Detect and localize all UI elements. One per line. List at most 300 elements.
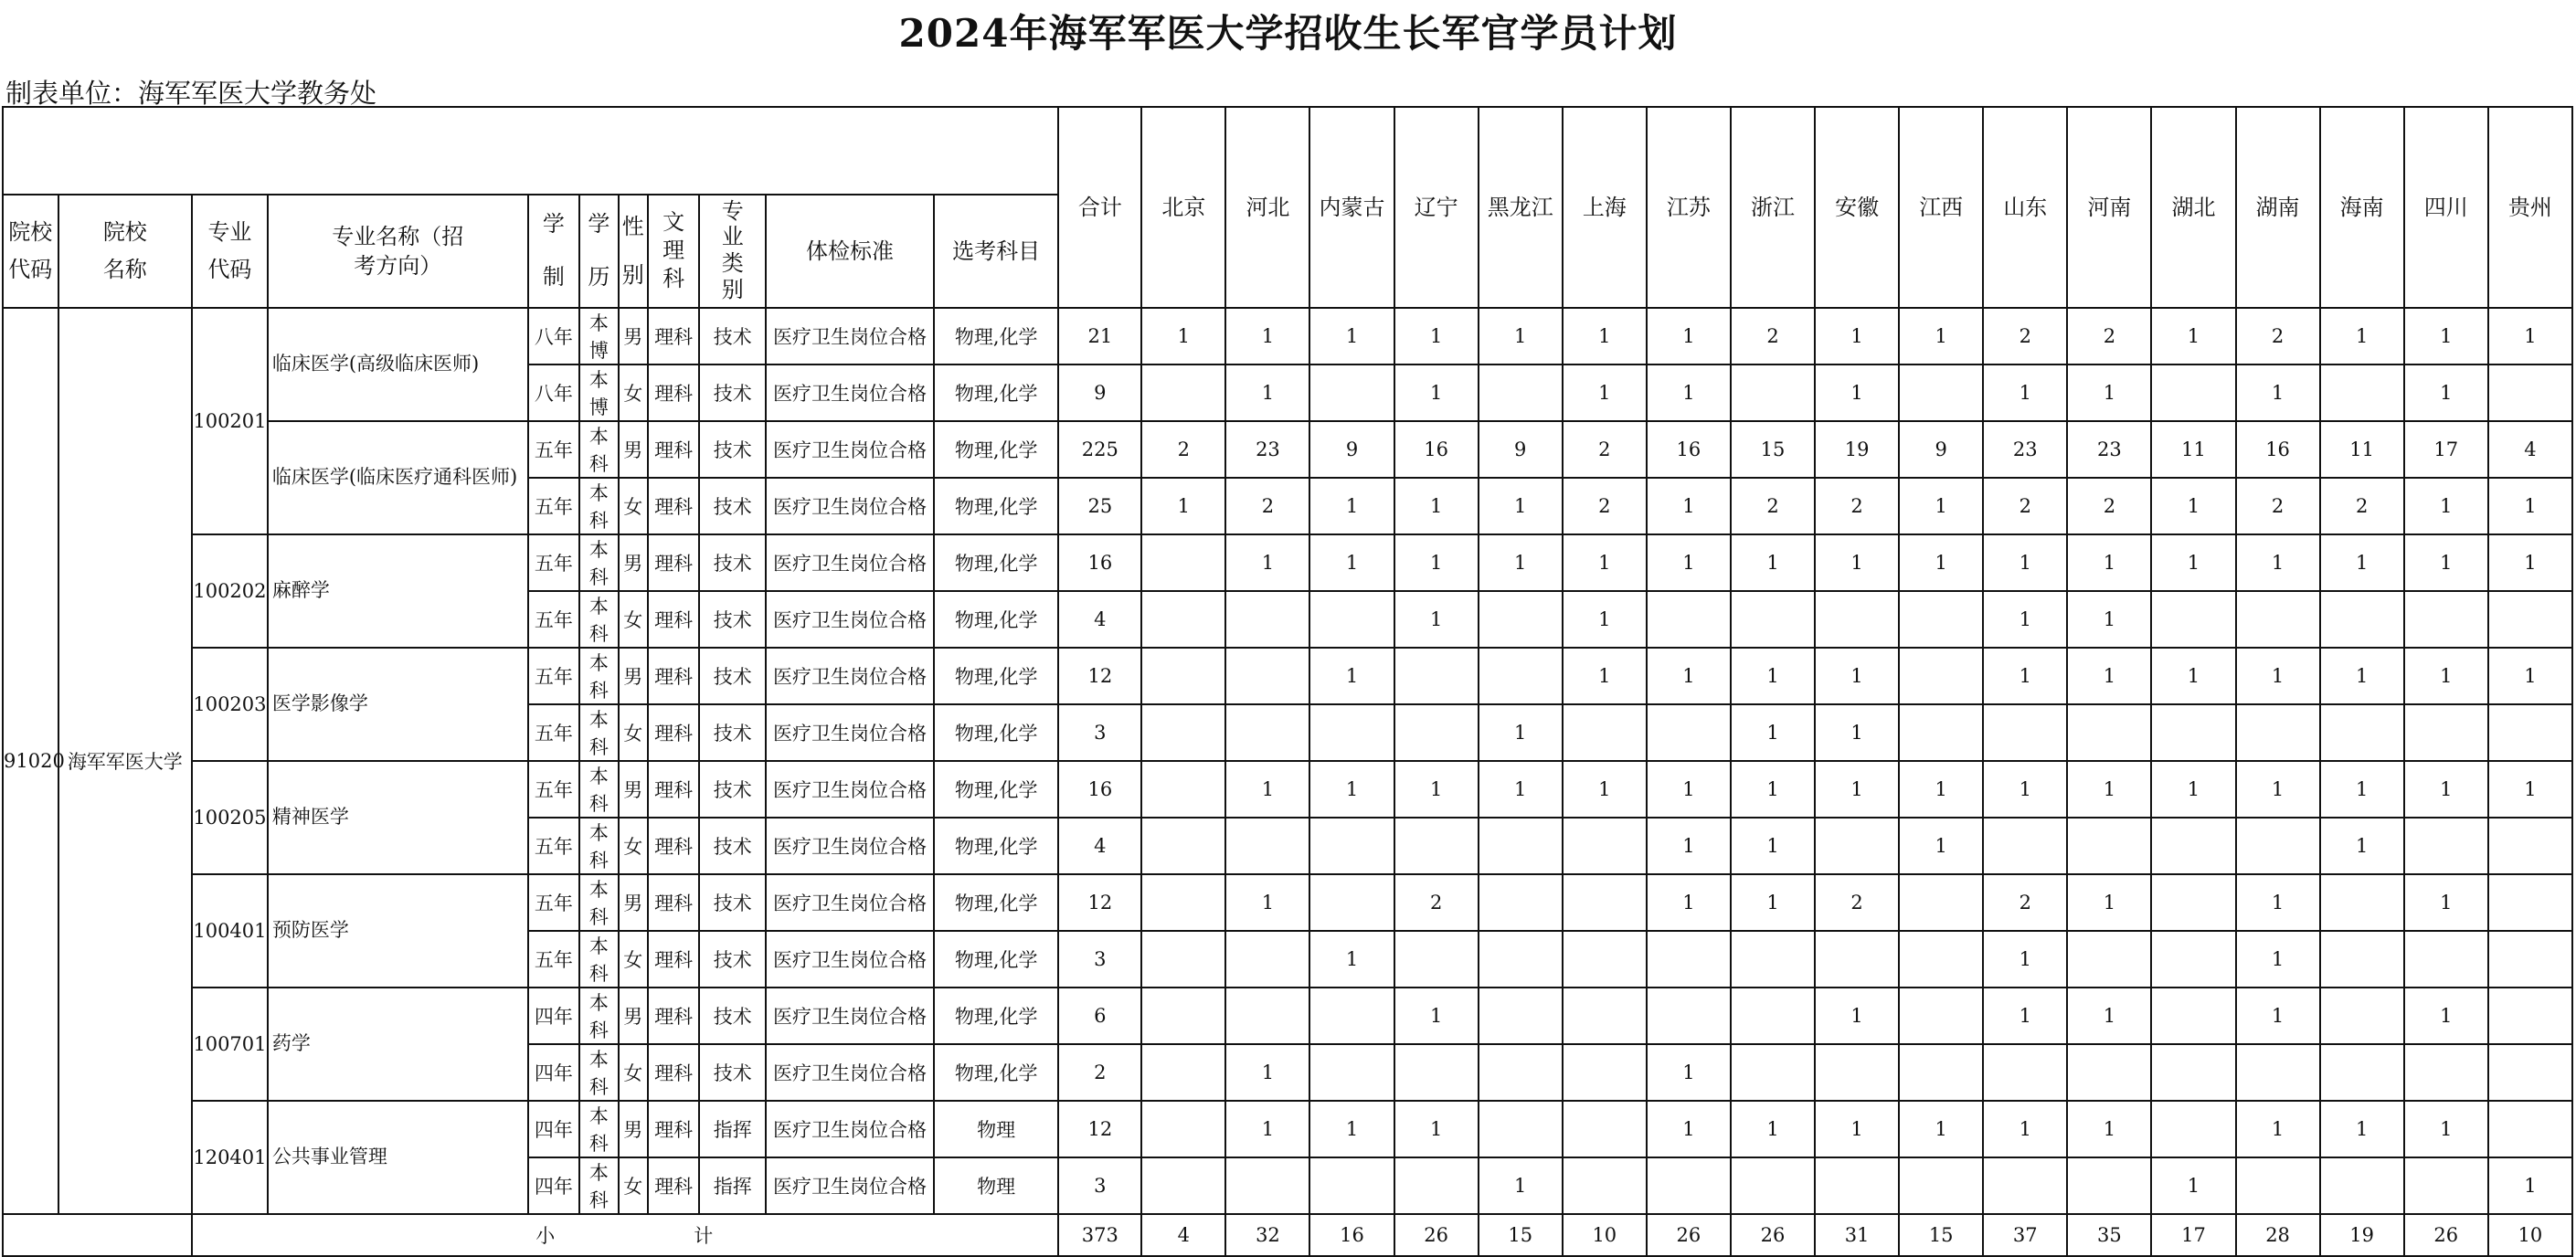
province-count-cell (2404, 818, 2488, 874)
province-count-cell: 1 (1309, 761, 1394, 818)
province-count-cell (2320, 704, 2404, 761)
subject-cell: 理科 (648, 1101, 700, 1157)
subject-cell: 理科 (648, 421, 700, 478)
province-count-cell (2320, 591, 2404, 648)
table-row (3, 1101, 2572, 1157)
degree-cell: 本科 (579, 1044, 618, 1101)
province-count-cell (1647, 988, 1731, 1044)
province-count-cell (1141, 364, 1225, 421)
major-code-cell: 100205 (192, 761, 268, 874)
province-count-cell (1479, 364, 1563, 421)
exam-cell: 物理,化学 (934, 648, 1058, 704)
header-total: 合计 (1058, 107, 1141, 308)
health-cell: 医疗卫生岗位合格 (766, 308, 934, 364)
enrollment-plan-table (2, 106, 2573, 1257)
province-count-cell (1731, 988, 1815, 1044)
header-province: 内蒙古 (1309, 107, 1394, 308)
header-province: 河南 (2067, 107, 2151, 308)
province-count-cell: 1 (1983, 534, 2067, 591)
length-cell: 五年 (528, 648, 580, 704)
province-count-cell (2404, 931, 2488, 988)
province-count-cell (1983, 1157, 2067, 1214)
province-count-cell (2320, 364, 2404, 421)
province-count-cell: 1 (1225, 308, 1309, 364)
table-row (3, 648, 2572, 704)
province-count-cell: 2 (2320, 478, 2404, 534)
province-count-cell: 1 (1983, 931, 2067, 988)
health-cell: 医疗卫生岗位合格 (766, 534, 934, 591)
province-count-cell (1141, 648, 1225, 704)
header-province: 河北 (1225, 107, 1309, 308)
table-row (3, 308, 2572, 364)
province-count-cell (1563, 931, 1647, 988)
gender-cell: 男 (619, 874, 648, 931)
province-count-cell: 1 (2488, 761, 2572, 818)
province-count-cell: 1 (1394, 478, 1479, 534)
type-cell: 技术 (699, 421, 766, 478)
province-count-cell: 1 (1394, 988, 1479, 1044)
province-count-cell (1731, 1044, 1815, 1101)
province-count-cell: 1 (1647, 648, 1731, 704)
header-blank-cell (3, 107, 1058, 195)
province-count-cell: 23 (1983, 421, 2067, 478)
length-cell: 四年 (528, 1044, 580, 1101)
province-count-cell: 9 (1309, 421, 1394, 478)
subtotal-count: 26 (1394, 1214, 1479, 1256)
province-count-cell: 11 (2151, 421, 2235, 478)
province-count-cell: 2 (1983, 308, 2067, 364)
province-count-cell: 2 (2067, 308, 2151, 364)
page-title: 2024年海军军医大学招收生长军官学员计划 (898, 11, 1678, 56)
length-cell: 五年 (528, 478, 580, 534)
health-cell: 医疗卫生岗位合格 (766, 421, 934, 478)
province-count-cell: 1 (1815, 1101, 1899, 1157)
subject-cell: 理科 (648, 874, 700, 931)
header-major-code: 专业代码 (192, 195, 268, 308)
subject-cell: 理科 (648, 591, 700, 648)
header-province: 湖南 (2236, 107, 2320, 308)
province-count-cell: 1 (2151, 478, 2235, 534)
province-count-cell (1225, 988, 1309, 1044)
province-count-cell: 1 (2404, 478, 2488, 534)
province-count-cell (1563, 988, 1647, 1044)
type-cell: 指挥 (699, 1157, 766, 1214)
province-count-cell: 1 (1983, 1101, 2067, 1157)
province-count-cell: 1 (1141, 478, 1225, 534)
header-province: 辽宁 (1394, 107, 1479, 308)
province-count-cell: 1 (2151, 308, 2235, 364)
exam-cell: 物理,化学 (934, 1044, 1058, 1101)
province-count-cell: 1 (1479, 478, 1563, 534)
major-name-cell: 临床医学(临床医疗通科医师) (268, 421, 528, 534)
province-count-cell: 1 (1731, 704, 1815, 761)
province-count-cell (1815, 818, 1899, 874)
gender-cell: 女 (619, 931, 648, 988)
school-name-cell: 海军军医大学 (58, 308, 192, 1214)
health-cell: 医疗卫生岗位合格 (766, 591, 934, 648)
exam-cell: 物理,化学 (934, 591, 1058, 648)
province-count-cell (2151, 818, 2235, 874)
province-count-cell (1479, 874, 1563, 931)
province-count-cell: 1 (1394, 308, 1479, 364)
subject-cell: 理科 (648, 931, 700, 988)
exam-cell: 物理,化学 (934, 364, 1058, 421)
gender-cell: 女 (619, 1044, 648, 1101)
total-cell: 225 (1058, 421, 1141, 478)
province-count-cell: 1 (2404, 364, 2488, 421)
major-code-cell: 100701 (192, 988, 268, 1101)
province-count-cell: 1 (2236, 1101, 2320, 1157)
province-count-cell: 1 (1225, 1101, 1309, 1157)
major-name-cell: 精神医学 (268, 761, 528, 874)
total-cell: 12 (1058, 1101, 1141, 1157)
province-count-cell: 1 (1647, 364, 1731, 421)
province-count-cell (1647, 704, 1731, 761)
province-count-cell (1647, 591, 1731, 648)
province-count-cell: 1 (1815, 648, 1899, 704)
total-cell: 4 (1058, 818, 1141, 874)
degree-cell: 本科 (579, 874, 618, 931)
province-count-cell (2488, 1101, 2572, 1157)
subject-cell: 理科 (648, 1044, 700, 1101)
gender-cell: 男 (619, 1101, 648, 1157)
province-count-cell: 1 (1647, 1044, 1731, 1101)
total-cell: 3 (1058, 704, 1141, 761)
header-province: 北京 (1141, 107, 1225, 308)
province-count-cell (2067, 1157, 2151, 1214)
province-count-cell: 1 (2320, 761, 2404, 818)
province-count-cell (1141, 761, 1225, 818)
province-count-cell (2151, 1044, 2235, 1101)
province-count-cell (1225, 704, 1309, 761)
subject-cell: 理科 (648, 478, 700, 534)
province-count-cell: 1 (1479, 308, 1563, 364)
province-count-cell: 2 (1731, 308, 1815, 364)
province-count-cell: 1 (1563, 534, 1647, 591)
degree-cell: 本博 (579, 308, 618, 364)
province-count-cell (1394, 818, 1479, 874)
total-cell: 9 (1058, 364, 1141, 421)
province-count-cell (1983, 1044, 2067, 1101)
subject-cell: 理科 (648, 988, 700, 1044)
province-count-cell (2151, 1101, 2235, 1157)
province-count-cell (2236, 704, 2320, 761)
gender-cell: 女 (619, 364, 648, 421)
province-count-cell (1309, 988, 1394, 1044)
province-count-cell: 1 (1394, 1101, 1479, 1157)
province-count-cell (1141, 1157, 1225, 1214)
province-count-cell (1225, 648, 1309, 704)
degree-cell: 本科 (579, 591, 618, 648)
province-count-cell: 1 (2320, 648, 2404, 704)
subtotal-count: 28 (2236, 1214, 2320, 1256)
province-count-cell: 1 (1899, 478, 1983, 534)
subtotal-count: 26 (1731, 1214, 1815, 1256)
header-gender: 性别 (619, 195, 648, 308)
province-count-cell (1899, 364, 1983, 421)
province-count-cell (1899, 591, 1983, 648)
province-count-cell (2320, 1157, 2404, 1214)
header-province: 四川 (2404, 107, 2488, 308)
subject-cell: 理科 (648, 1157, 700, 1214)
major-name-cell: 公共事业管理 (268, 1101, 528, 1214)
province-count-cell: 1 (2320, 1101, 2404, 1157)
province-count-cell (1309, 704, 1394, 761)
major-code-cell: 100203 (192, 648, 268, 761)
province-count-cell (1309, 818, 1394, 874)
type-cell: 技术 (699, 931, 766, 988)
province-count-cell: 2 (1731, 478, 1815, 534)
province-count-cell: 1 (1647, 478, 1731, 534)
province-count-cell: 1 (1563, 308, 1647, 364)
province-count-cell: 1 (2488, 308, 2572, 364)
subtotal-count: 26 (1647, 1214, 1731, 1256)
province-count-cell (1225, 931, 1309, 988)
province-count-cell: 1 (1647, 308, 1731, 364)
header-subject: 文理科 (648, 195, 700, 308)
province-count-cell (2151, 364, 2235, 421)
province-count-cell (1225, 818, 1309, 874)
total-cell: 6 (1058, 988, 1141, 1044)
subtotal-count: 17 (2151, 1214, 2235, 1256)
subtotal-count: 15 (1899, 1214, 1983, 1256)
major-name-cell: 麻醉学 (268, 534, 528, 648)
subject-cell: 理科 (648, 818, 700, 874)
province-count-cell (1563, 818, 1647, 874)
province-count-cell (2236, 591, 2320, 648)
province-count-cell (1394, 648, 1479, 704)
province-count-cell (2320, 931, 2404, 988)
province-count-cell: 1 (1309, 1101, 1394, 1157)
exam-cell: 物理,化学 (934, 931, 1058, 988)
province-count-cell: 1 (2404, 534, 2488, 591)
province-count-cell: 2 (1983, 874, 2067, 931)
header-health: 体检标准 (766, 195, 934, 308)
header-type: 专业类别 (699, 195, 766, 308)
province-count-cell (2320, 874, 2404, 931)
header-top-row (3, 107, 2572, 195)
header-province: 安徽 (1815, 107, 1899, 308)
province-count-cell (1563, 1044, 1647, 1101)
exam-cell: 物理 (934, 1101, 1058, 1157)
province-count-cell: 2 (1815, 478, 1899, 534)
province-count-cell (1563, 1157, 1647, 1214)
gender-cell: 女 (619, 818, 648, 874)
province-count-cell: 1 (1225, 1044, 1309, 1101)
province-count-cell: 1 (2404, 308, 2488, 364)
province-count-cell (1309, 1157, 1394, 1214)
gender-cell: 男 (619, 421, 648, 478)
health-cell: 医疗卫生岗位合格 (766, 988, 934, 1044)
length-cell: 五年 (528, 874, 580, 931)
subtotal-total: 373 (1058, 1214, 1141, 1256)
gender-cell: 男 (619, 308, 648, 364)
gender-cell: 女 (619, 704, 648, 761)
province-count-cell (1563, 874, 1647, 931)
school-code-cell: 91020 (3, 308, 58, 1214)
subtotal-row (3, 1214, 2572, 1256)
header-province: 浙江 (1731, 107, 1815, 308)
length-cell: 五年 (528, 704, 580, 761)
province-count-cell (2488, 1044, 2572, 1101)
total-cell: 16 (1058, 534, 1141, 591)
degree-cell: 本博 (579, 364, 618, 421)
province-count-cell: 1 (1899, 1101, 1983, 1157)
exam-cell: 物理,化学 (934, 761, 1058, 818)
degree-cell: 本科 (579, 704, 618, 761)
province-count-cell: 1 (1983, 988, 2067, 1044)
length-cell: 八年 (528, 364, 580, 421)
province-count-cell (1815, 931, 1899, 988)
major-code-cell: 120401 (192, 1101, 268, 1214)
province-count-cell: 1 (1479, 1157, 1563, 1214)
province-count-cell (1141, 704, 1225, 761)
type-cell: 技术 (699, 818, 766, 874)
exam-cell: 物理,化学 (934, 421, 1058, 478)
province-count-cell (1647, 1157, 1731, 1214)
subtotal-count: 35 (2067, 1214, 2151, 1256)
type-cell: 技术 (699, 478, 766, 534)
province-count-cell: 1 (1225, 364, 1309, 421)
subtotal-count: 10 (1563, 1214, 1647, 1256)
province-count-cell (1141, 931, 1225, 988)
health-cell: 医疗卫生岗位合格 (766, 818, 934, 874)
province-count-cell: 1 (2236, 648, 2320, 704)
gender-cell: 男 (619, 648, 648, 704)
province-count-cell (2404, 1157, 2488, 1214)
length-cell: 五年 (528, 421, 580, 478)
province-count-cell (1479, 1101, 1563, 1157)
degree-cell: 本科 (579, 988, 618, 1044)
length-cell: 五年 (528, 818, 580, 874)
table-row (3, 874, 2572, 931)
header-school-name: 院校名称 (58, 195, 192, 308)
total-cell: 2 (1058, 1044, 1141, 1101)
province-count-cell: 9 (1899, 421, 1983, 478)
total-cell: 3 (1058, 931, 1141, 988)
major-code-cell: 100401 (192, 874, 268, 988)
province-count-cell (1141, 818, 1225, 874)
province-count-cell: 1 (2404, 761, 2488, 818)
province-count-cell (2404, 591, 2488, 648)
province-count-cell (2320, 1044, 2404, 1101)
degree-cell: 本科 (579, 931, 618, 988)
type-cell: 技术 (699, 988, 766, 1044)
subtotal-count: 32 (1225, 1214, 1309, 1256)
subject-cell: 理科 (648, 308, 700, 364)
header-province: 上海 (1563, 107, 1647, 308)
province-count-cell: 1 (2067, 648, 2151, 704)
table-row (3, 421, 2572, 478)
exam-cell: 物理,化学 (934, 308, 1058, 364)
header-province: 贵州 (2488, 107, 2572, 308)
type-cell: 技术 (699, 874, 766, 931)
subtotal-count: 15 (1479, 1214, 1563, 1256)
province-count-cell (1479, 1044, 1563, 1101)
province-count-cell: 1 (1899, 534, 1983, 591)
health-cell: 医疗卫生岗位合格 (766, 478, 934, 534)
province-count-cell (1899, 931, 1983, 988)
province-count-cell: 1 (1647, 874, 1731, 931)
province-count-cell: 1 (1563, 761, 1647, 818)
province-count-cell (2320, 988, 2404, 1044)
province-count-cell: 1 (2488, 534, 2572, 591)
subtotal-count: 10 (2488, 1214, 2572, 1256)
major-name-cell: 药学 (268, 988, 528, 1101)
type-cell: 技术 (699, 648, 766, 704)
province-count-cell: 1 (1647, 534, 1731, 591)
province-count-cell (1731, 931, 1815, 988)
header-province: 海南 (2320, 107, 2404, 308)
total-cell: 3 (1058, 1157, 1141, 1214)
province-count-cell: 1 (2404, 874, 2488, 931)
province-count-cell (2404, 1044, 2488, 1101)
province-count-cell (1141, 988, 1225, 1044)
header-exam: 选考科目 (934, 195, 1058, 308)
province-count-cell: 1 (2320, 534, 2404, 591)
province-count-cell (1479, 818, 1563, 874)
type-cell: 技术 (699, 364, 766, 421)
province-count-cell: 1 (1141, 308, 1225, 364)
table-row (3, 534, 2572, 591)
province-count-cell (2488, 704, 2572, 761)
province-count-cell (2488, 988, 2572, 1044)
type-cell: 指挥 (699, 1101, 766, 1157)
province-count-cell: 1 (1225, 761, 1309, 818)
province-count-cell (2067, 704, 2151, 761)
gender-cell: 女 (619, 1157, 648, 1214)
province-count-cell: 1 (1563, 591, 1647, 648)
province-count-cell: 1 (1815, 364, 1899, 421)
province-count-cell: 1 (1647, 818, 1731, 874)
gender-cell: 女 (619, 478, 648, 534)
length-cell: 四年 (528, 988, 580, 1044)
province-count-cell: 1 (1731, 1101, 1815, 1157)
health-cell: 医疗卫生岗位合格 (766, 931, 934, 988)
type-cell: 技术 (699, 534, 766, 591)
gender-cell: 男 (619, 534, 648, 591)
gender-cell: 男 (619, 988, 648, 1044)
province-count-cell (2404, 704, 2488, 761)
table-body (3, 308, 2572, 1214)
province-count-cell: 1 (2488, 648, 2572, 704)
province-count-cell: 1 (1815, 988, 1899, 1044)
subtotal-count: 31 (1815, 1214, 1899, 1256)
type-cell: 技术 (699, 1044, 766, 1101)
province-count-cell: 1 (2320, 308, 2404, 364)
province-count-cell: 1 (2236, 931, 2320, 988)
province-count-cell: 2 (1563, 478, 1647, 534)
province-count-cell: 1 (1815, 761, 1899, 818)
province-count-cell: 1 (1479, 704, 1563, 761)
province-count-cell (2488, 591, 2572, 648)
exam-cell: 物理,化学 (934, 704, 1058, 761)
province-count-cell (2067, 818, 2151, 874)
province-count-cell (1394, 931, 1479, 988)
province-count-cell: 9 (1479, 421, 1563, 478)
province-count-cell: 17 (2404, 421, 2488, 478)
gender-cell: 男 (619, 761, 648, 818)
province-count-cell (1309, 591, 1394, 648)
subtotal-count: 19 (2320, 1214, 2404, 1256)
province-count-cell: 1 (1731, 534, 1815, 591)
header-school-code: 院校代码 (3, 195, 58, 308)
province-count-cell (1899, 1157, 1983, 1214)
province-count-cell (2151, 931, 2235, 988)
type-cell: 技术 (699, 308, 766, 364)
subject-cell: 理科 (648, 761, 700, 818)
length-cell: 五年 (528, 931, 580, 988)
